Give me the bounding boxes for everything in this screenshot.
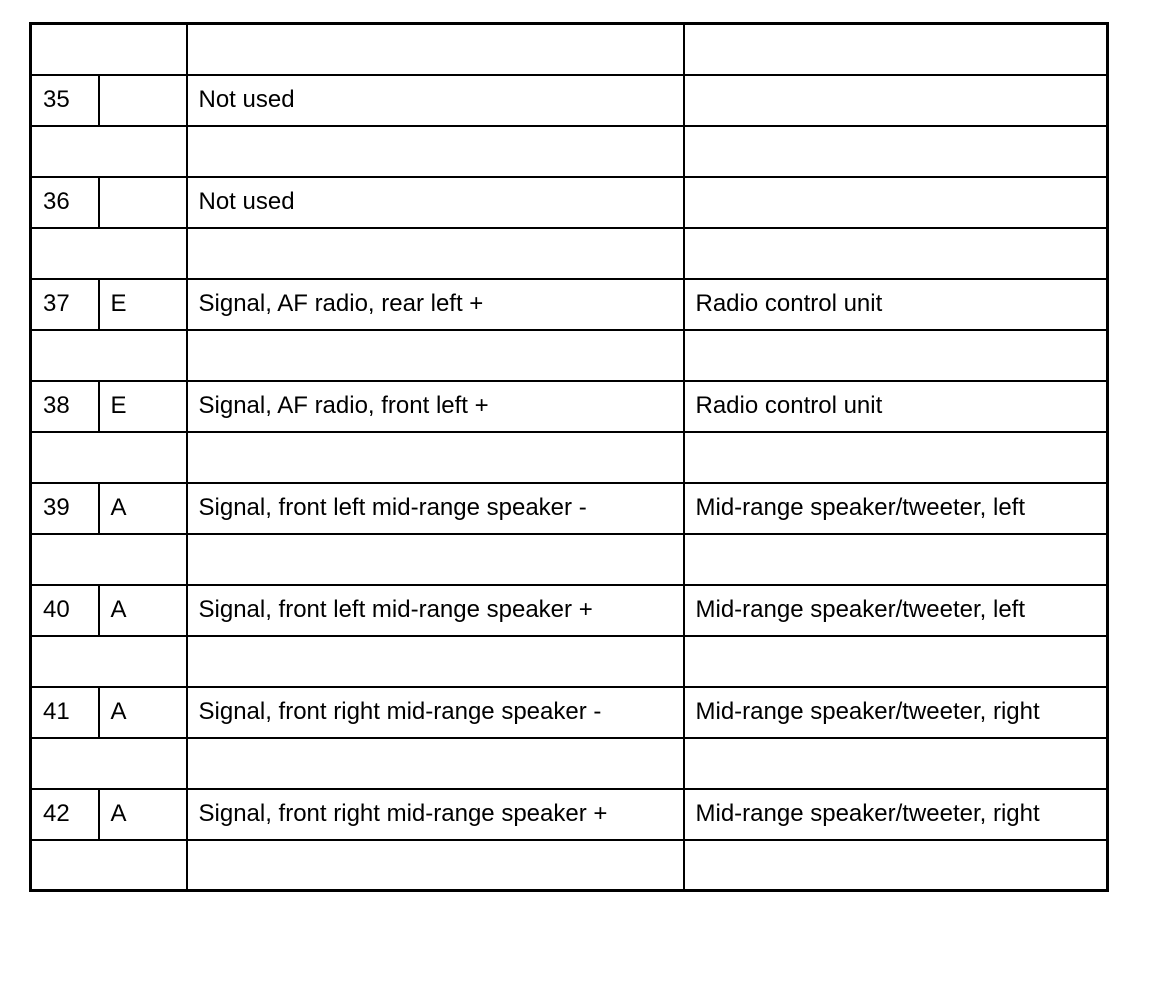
pin-number-cell: 37 bbox=[31, 279, 99, 330]
spacer-row bbox=[31, 228, 1108, 279]
spacer-cell bbox=[31, 24, 187, 75]
spacer-cell bbox=[684, 126, 1108, 177]
spacer-cell bbox=[31, 330, 187, 381]
spacer-cell bbox=[684, 432, 1108, 483]
function-cell: Signal, front right mid-range speaker + bbox=[187, 789, 684, 840]
spacer-cell bbox=[684, 534, 1108, 585]
table-row bbox=[31, 75, 1108, 126]
function-cell: Signal, AF radio, rear left + bbox=[187, 279, 684, 330]
spacer-cell bbox=[187, 228, 684, 279]
function-cell: Not used bbox=[187, 177, 684, 228]
spacer-cell bbox=[187, 24, 684, 75]
pin-number-cell: 42 bbox=[31, 789, 99, 840]
direction-cell: A bbox=[99, 687, 187, 738]
direction-cell: A bbox=[99, 483, 187, 534]
table-row bbox=[31, 789, 1108, 840]
table-row bbox=[31, 177, 1108, 228]
spacer-cell bbox=[31, 738, 187, 789]
table-row bbox=[31, 687, 1108, 738]
direction-cell bbox=[99, 177, 187, 228]
component-cell: Mid-range speaker/tweeter, right bbox=[684, 789, 1108, 840]
spacer-cell bbox=[31, 636, 187, 687]
pin-number-cell: 36 bbox=[31, 177, 99, 228]
spacer-cell bbox=[684, 738, 1108, 789]
spacer-cell bbox=[187, 840, 684, 891]
spacer-cell bbox=[187, 534, 684, 585]
direction-cell: A bbox=[99, 585, 187, 636]
direction-cell bbox=[99, 75, 187, 126]
function-cell: Not used bbox=[187, 75, 684, 126]
spacer-cell bbox=[187, 738, 684, 789]
spacer-cell bbox=[31, 228, 187, 279]
spacer-row bbox=[31, 738, 1108, 789]
spacer-cell bbox=[684, 24, 1108, 75]
component-cell: Mid-range speaker/tweeter, right bbox=[684, 687, 1108, 738]
direction-cell: E bbox=[99, 381, 187, 432]
spacer-row bbox=[31, 840, 1108, 891]
pin-number-cell: 35 bbox=[31, 75, 99, 126]
spacer-row bbox=[31, 636, 1108, 687]
pin-number-cell: 41 bbox=[31, 687, 99, 738]
table-row bbox=[31, 381, 1108, 432]
spacer-cell bbox=[31, 432, 187, 483]
spacer-cell bbox=[187, 330, 684, 381]
function-cell: Signal, front left mid-range speaker - bbox=[187, 483, 684, 534]
spacer-cell bbox=[684, 228, 1108, 279]
function-cell: Signal, front left mid-range speaker + bbox=[187, 585, 684, 636]
spacer-cell bbox=[31, 534, 187, 585]
pin-number-cell: 40 bbox=[31, 585, 99, 636]
component-cell bbox=[684, 177, 1108, 228]
table-row bbox=[31, 279, 1108, 330]
spacer-cell bbox=[684, 840, 1108, 891]
function-cell: Signal, front right mid-range speaker - bbox=[187, 687, 684, 738]
component-cell: Radio control unit bbox=[684, 279, 1108, 330]
component-cell: Mid-range speaker/tweeter, left bbox=[684, 483, 1108, 534]
table-row bbox=[31, 585, 1108, 636]
spacer-cell bbox=[187, 432, 684, 483]
spacer-cell bbox=[187, 636, 684, 687]
spacer-cell bbox=[684, 330, 1108, 381]
pin-number-cell: 39 bbox=[31, 483, 99, 534]
pin-assignment-table bbox=[29, 22, 1109, 892]
component-cell: Mid-range speaker/tweeter, left bbox=[684, 585, 1108, 636]
table-body bbox=[31, 24, 1108, 891]
spacer-cell bbox=[187, 126, 684, 177]
function-cell: Signal, AF radio, front left + bbox=[187, 381, 684, 432]
spacer-cell bbox=[31, 126, 187, 177]
spacer-row bbox=[31, 432, 1108, 483]
spacer-row bbox=[31, 330, 1108, 381]
direction-cell: A bbox=[99, 789, 187, 840]
table-row bbox=[31, 483, 1108, 534]
spacer-cell bbox=[31, 840, 187, 891]
pin-number-cell: 38 bbox=[31, 381, 99, 432]
component-cell bbox=[684, 75, 1108, 126]
spacer-cell bbox=[684, 636, 1108, 687]
direction-cell: E bbox=[99, 279, 187, 330]
spacer-row bbox=[31, 24, 1108, 75]
spacer-row bbox=[31, 534, 1108, 585]
component-cell: Radio control unit bbox=[684, 381, 1108, 432]
spacer-row bbox=[31, 126, 1108, 177]
